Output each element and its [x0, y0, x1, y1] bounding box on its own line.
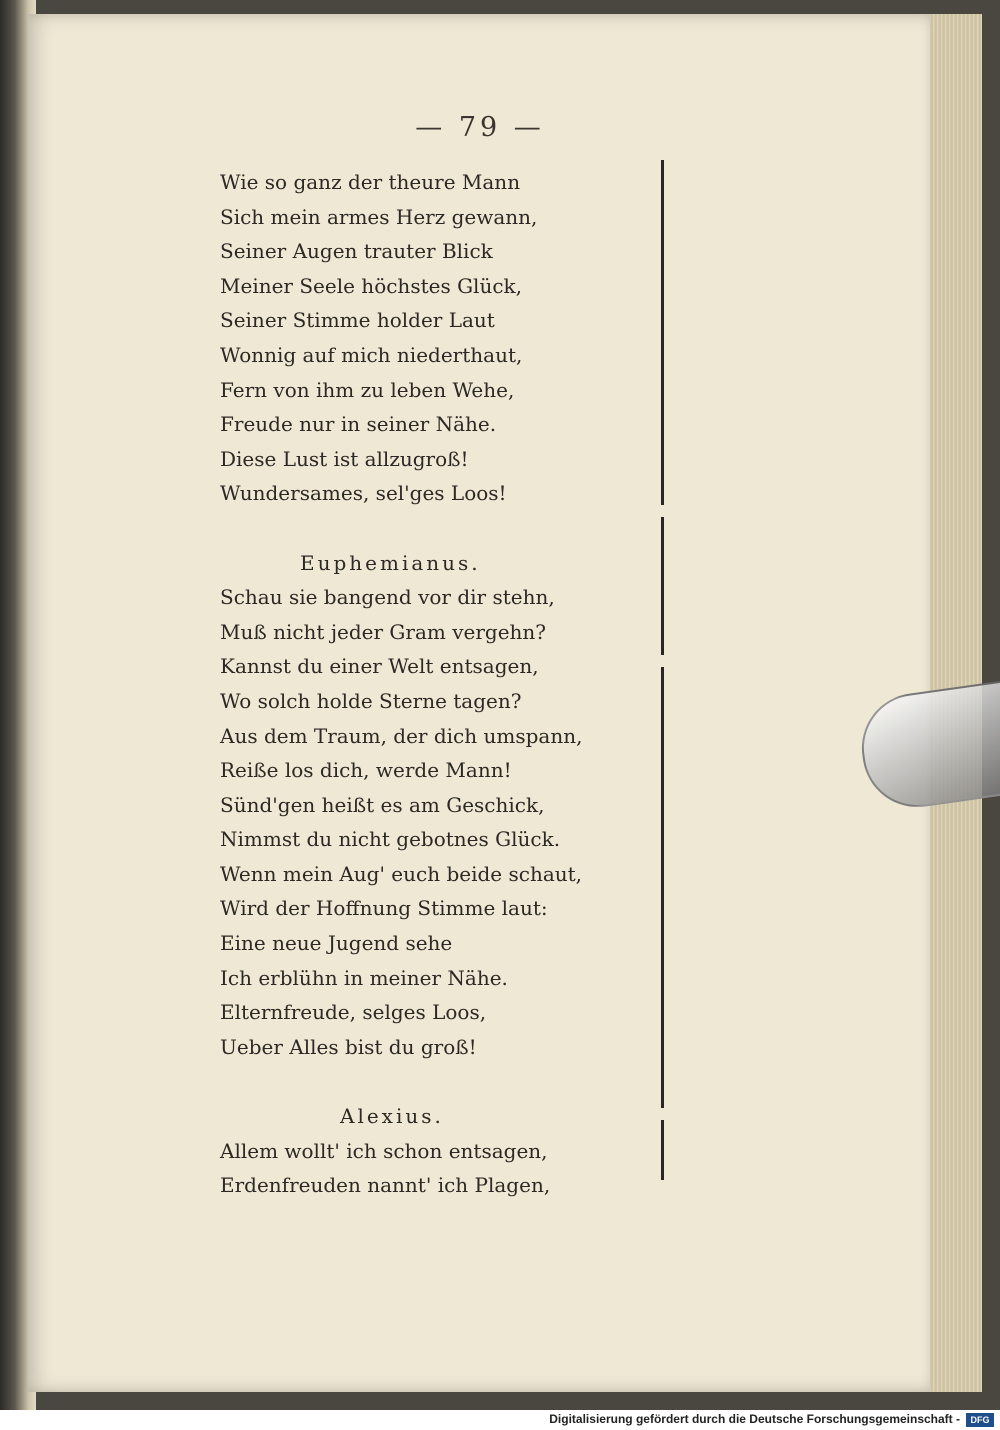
poem-line: Fern von ihm zu leben Wehe, — [220, 377, 515, 402]
poem-line: Wie so ganz der theure Mann — [220, 170, 521, 194]
poem-text — [220, 165, 650, 1203]
footer-bar — [0, 1410, 1000, 1430]
poem-line: Sich mein armes Herz gewann, — [220, 204, 538, 229]
poem-line: Seiner Stimme holder Laut — [220, 308, 495, 333]
speaker-heading-alexius: Alexius. — [340, 1104, 444, 1129]
poem-line: Allem wollt' ich schon entsagen, — [220, 1138, 548, 1163]
poem-line: Elternfreude, selges Loos, — [220, 1000, 487, 1025]
poem-line: Erdenfreuden nannt' ich Plagen, — [220, 1173, 551, 1198]
margin-rule-gap — [659, 1108, 666, 1120]
margin-rule-gap — [659, 655, 666, 667]
page-number: — 79 — — [415, 112, 545, 143]
poem-line: Nimmst du nicht gebotnes Glück. — [220, 827, 561, 852]
footer-credit: Digitalisierung gefördert durch die Deutsche Forschungsgemeinschaft - — [549, 1412, 960, 1426]
poem-line: Wonnig auf mich niederthaut, — [220, 342, 523, 367]
poem-line: Wo solch holde Sterne tagen? — [220, 688, 522, 713]
poem-line: Wenn mein Aug' euch beide schaut, — [220, 861, 583, 886]
speaker-heading-euphemianus: Euphemianus. — [300, 550, 481, 575]
poem-line: Muß nicht jeder Gram vergehn? — [220, 619, 547, 644]
margin-rule-line — [661, 160, 664, 1180]
poem-line: Ueber Alles bist du groß! — [220, 1034, 477, 1059]
poem-line: Schau sie bangend vor dir stehn, — [220, 585, 555, 610]
poem-line: Kannst du einer Welt entsagen, — [220, 654, 539, 679]
poem-line: Sünd'gen heißt es am Geschick, — [220, 792, 545, 817]
poem-line: Wird der Hoffnung Stimme laut: — [220, 896, 548, 921]
poem-line: Meiner Seele höchstes Glück, — [220, 273, 523, 298]
poem-line: Aus dem Traum, der dich umspann, — [220, 723, 583, 748]
poem-line: Wundersames, sel'ges Loos! — [220, 481, 507, 506]
poem-line: Ich erblühn in meiner Nähe. — [220, 965, 508, 990]
poem-line: Freude nur in seiner Nähe. — [220, 412, 497, 437]
poem-line: Diese Lust ist allzugroß! — [220, 446, 469, 471]
poem-line: Seiner Augen trauter Blick — [220, 239, 493, 264]
margin-rule-gap — [659, 505, 666, 517]
poem-line: Eine neue Jugend sehe — [220, 931, 453, 956]
poem-line: Reiße los dich, werde Mann! — [220, 758, 512, 783]
dfg-logo-icon: DFG — [966, 1413, 994, 1427]
